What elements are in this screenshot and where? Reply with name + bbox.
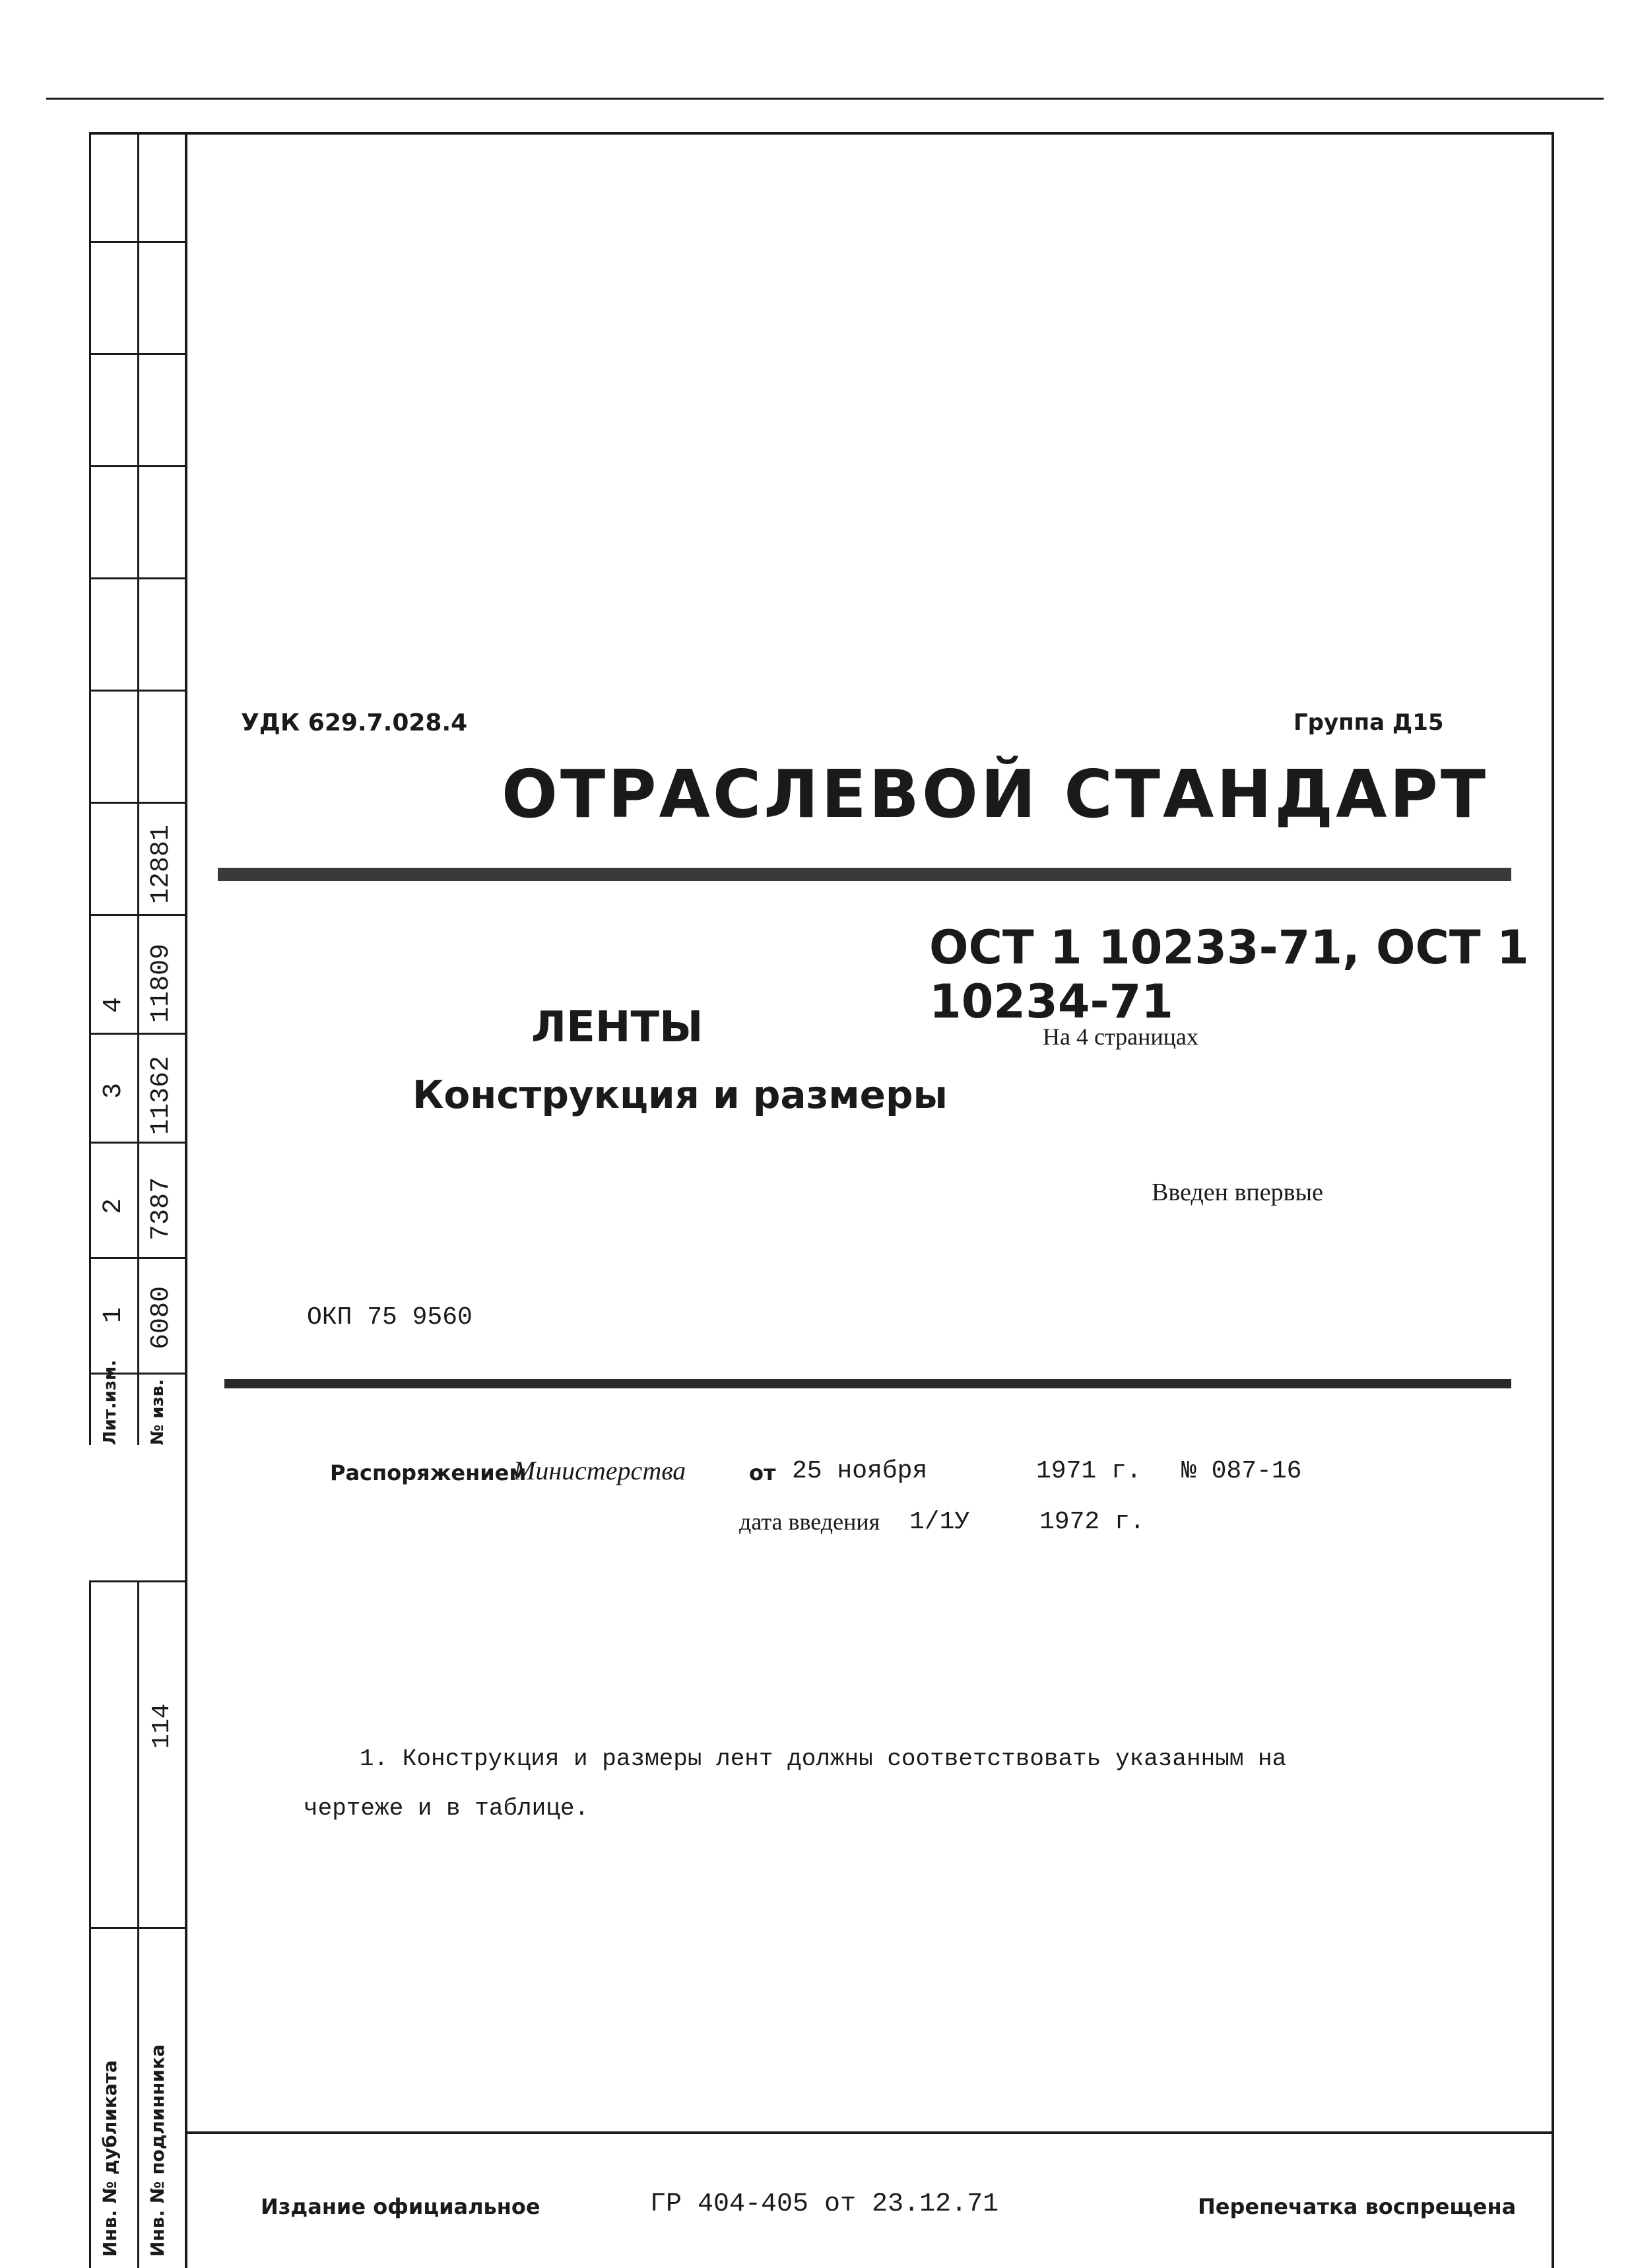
- lit-change-label: Лит.изм.: [100, 1359, 120, 1445]
- order-date: 25 ноября: [792, 1457, 928, 1485]
- change-lit-3: 3: [99, 1082, 129, 1099]
- title-rule: [218, 868, 1511, 881]
- sidebar-cell-line: [89, 241, 187, 243]
- sidebar-cell-line: [89, 1142, 187, 1144]
- sidebar-cell-line: [89, 802, 187, 804]
- registration-number: ГР 404-405 от 23.12.71: [650, 2189, 999, 2219]
- inv-original-label: Инв. № подлинника: [147, 2044, 168, 2257]
- sidebar-cell-line: [89, 1033, 187, 1035]
- change-number-5: 12881: [147, 824, 176, 904]
- group-code: Группа Д15: [1293, 709, 1444, 736]
- document-title: ОТРАСЛЕВОЙ СТАНДАРТ: [502, 756, 1489, 833]
- order-label: Распоряжением: [330, 1460, 527, 1485]
- sidebar-cell-line: [89, 465, 187, 467]
- sidebar-outer-left: [89, 132, 91, 1445]
- paragraph-1-line-2: чертеже и в таблице.: [304, 1795, 589, 1822]
- standard-designation: ОСТ 1 10233-71, ОСТ 1 10234-71: [929, 921, 1529, 1029]
- frame-right: [1552, 132, 1554, 2268]
- sidebar-divider: [137, 132, 139, 1445]
- top-rule: [46, 98, 1604, 100]
- sidebar-cell-line: [89, 914, 187, 916]
- sidebar-lower-mid: [89, 1927, 187, 1929]
- change-number-2: 7387: [147, 1177, 176, 1241]
- ministry-label: Министерства: [513, 1456, 686, 1485]
- page-count: На 4 страницах: [1043, 1023, 1198, 1050]
- header-bottom-rule: [224, 1379, 1511, 1388]
- sidebar-lower-divider: [137, 1580, 139, 2268]
- sidebar-cell-line: [89, 577, 187, 579]
- edition-label: Издание официальное: [261, 2194, 540, 2219]
- order-from: от: [749, 1460, 776, 1485]
- intro-date-label: дата введения: [739, 1508, 880, 1535]
- udk-code: УДК 629.7.028.4: [241, 709, 468, 736]
- change-lit-1: 1: [99, 1307, 129, 1323]
- change-number-1: 6080: [147, 1285, 176, 1349]
- intro-year: 1972 г.: [1039, 1508, 1145, 1536]
- frame-left: [185, 132, 187, 2268]
- change-number-3: 11362: [147, 1055, 176, 1135]
- sidebar-lower-left: [89, 1580, 91, 2268]
- frame-bottom-rule: [185, 2131, 1554, 2134]
- product-name: ЛЕНТЫ: [531, 1003, 703, 1052]
- paragraph-1-line-1: 1. Конструкция и размеры лент должны соответствовать указанным на: [360, 1745, 1287, 1772]
- change-number-4: 11809: [147, 943, 176, 1023]
- change-lit-2: 2: [99, 1198, 129, 1214]
- sidebar-cell-line: [89, 353, 187, 355]
- frame-top: [89, 132, 1554, 135]
- sidebar-cell-line: [89, 1257, 187, 1259]
- intro-date: 1/1У: [909, 1508, 970, 1536]
- order-year: 1971 г.: [1036, 1457, 1142, 1485]
- okp-code: ОКП 75 9560: [307, 1303, 473, 1332]
- sidebar-lower-top: [89, 1580, 187, 1582]
- introduced-note: Введен впервые: [1152, 1179, 1323, 1206]
- notice-number-label: № изв.: [148, 1379, 168, 1445]
- reprint-notice: Перепечатка воспрещена: [1198, 2194, 1517, 2219]
- sidebar-cell-line: [89, 690, 187, 692]
- change-lit-4: 4: [99, 996, 129, 1013]
- document-subtitle: Конструкция и размеры: [412, 1072, 948, 1117]
- inv-duplicate-label: Инв. № дубликата: [99, 2060, 121, 2257]
- inv-original-number: 114: [148, 1703, 176, 1749]
- order-number: № 087-16: [1181, 1457, 1302, 1485]
